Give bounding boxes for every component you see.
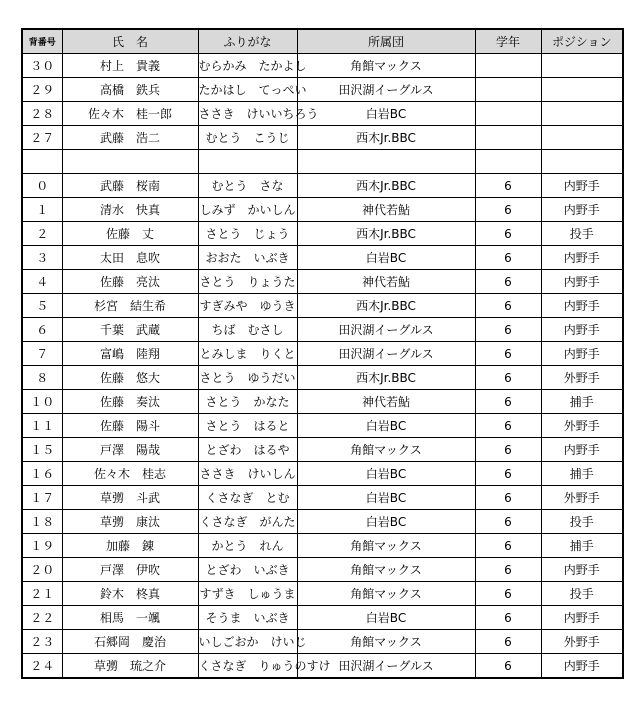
cell-number: ６ [22,318,62,342]
cell-number: １１ [22,414,62,438]
cell-number: ３ [22,246,62,270]
cell-name: 草彅 琉之介 [62,654,198,679]
cell-number: ２４ [22,654,62,679]
cell-name: 富嶋 陸翔 [62,342,198,366]
cell-kana: さとう はると [198,414,297,438]
cell-grade: 6 [475,654,541,679]
cell-number: ２３ [22,630,62,654]
player-row [22,342,623,366]
cell-team: 神代若鮎 [297,270,475,294]
cell-grade: 6 [475,510,541,534]
cell-position: 内野手 [541,606,623,630]
cell-kana: ささき けいいちろう [198,102,297,126]
cell-name: 武藤 桜南 [62,174,198,198]
player-row [22,294,623,318]
cell-team: 白岩BC [297,486,475,510]
cell-position [541,102,623,126]
header-team: 所属団 [297,29,475,54]
cell-team: 西木Jr.BBC [297,174,475,198]
cell-kana: くさなぎ りゅうのすけ [198,654,297,679]
cell-team: 神代若鮎 [297,390,475,414]
cell-number: ７ [22,342,62,366]
cell-position: 内野手 [541,318,623,342]
header-name: 氏 名 [62,29,198,54]
staff-row [22,126,623,150]
cell-kana: かとう れん [198,534,297,558]
staff-row [22,78,623,102]
cell-kana: さとう じょう [198,222,297,246]
cell-grade [475,126,541,150]
cell-number: １７ [22,486,62,510]
cell-team: 西木Jr.BBC [297,366,475,390]
cell-team: 角館マックス [297,534,475,558]
player-row [22,366,623,390]
cell-number: ２１ [22,582,62,606]
cell-grade: 6 [475,222,541,246]
cell-name: 杉宮 結生希 [62,294,198,318]
cell-grade: 6 [475,318,541,342]
cell-name: 戸澤 陽哉 [62,438,198,462]
cell-number: ３０ [22,54,62,78]
cell-position: 捕手 [541,534,623,558]
cell-kana: さとう りょうた [198,270,297,294]
cell-number: １８ [22,510,62,534]
cell-team: 西木Jr.BBC [297,126,475,150]
cell-number: ２７ [22,126,62,150]
blank-cell [297,150,475,174]
header-number: 背番号 [22,29,62,54]
cell-number: ０ [22,174,62,198]
cell-position: 内野手 [541,174,623,198]
cell-number: ５ [22,294,62,318]
cell-kana: そうま いぶき [198,606,297,630]
cell-grade: 6 [475,462,541,486]
cell-number: ４ [22,270,62,294]
blank-cell [475,150,541,174]
cell-kana: とざわ はるや [198,438,297,462]
cell-kana: むとう さな [198,174,297,198]
cell-name: 佐藤 亮汰 [62,270,198,294]
header-grade: 学年 [475,29,541,54]
cell-name: 石郷岡 慶治 [62,630,198,654]
player-row [22,270,623,294]
player-row [22,534,623,558]
cell-grade: 6 [475,174,541,198]
cell-name: 佐藤 悠大 [62,366,198,390]
cell-kana: とざわ いぶき [198,558,297,582]
player-row [22,582,623,606]
cell-grade: 6 [475,414,541,438]
player-row [22,462,623,486]
blank-cell [198,150,297,174]
cell-position: 内野手 [541,198,623,222]
player-row [22,630,623,654]
cell-position: 外野手 [541,414,623,438]
cell-position: 内野手 [541,438,623,462]
cell-name: 相馬 一颯 [62,606,198,630]
cell-name: 鈴木 柊真 [62,582,198,606]
player-row [22,558,623,582]
header-row [22,29,623,54]
cell-team: 白岩BC [297,462,475,486]
cell-grade [475,102,541,126]
cell-kana: すぎみや ゆうき [198,294,297,318]
cell-position: 内野手 [541,246,623,270]
cell-grade: 6 [475,630,541,654]
cell-kana: むらかみ たかよし [198,54,297,78]
cell-number: １５ [22,438,62,462]
cell-team: 田沢湖イーグルス [297,654,475,679]
cell-number: １ [22,198,62,222]
player-row [22,198,623,222]
cell-team: 白岩BC [297,246,475,270]
cell-number: ２２ [22,606,62,630]
cell-team: 角館マックス [297,582,475,606]
cell-name: 草彅 斗武 [62,486,198,510]
cell-name: 高橋 鉄兵 [62,78,198,102]
cell-name: 佐藤 奏汰 [62,390,198,414]
player-row [22,246,623,270]
cell-grade: 6 [475,366,541,390]
cell-grade: 6 [475,294,541,318]
staff-row [22,54,623,78]
cell-team: 田沢湖イーグルス [297,78,475,102]
cell-name: 佐々木 桂志 [62,462,198,486]
player-row [22,174,623,198]
player-row [22,438,623,462]
cell-name: 佐々木 桂一郎 [62,102,198,126]
cell-team: 角館マックス [297,54,475,78]
cell-name: 佐藤 陽斗 [62,414,198,438]
cell-kana: しみず かいしん [198,198,297,222]
player-row [22,510,623,534]
cell-name: 加藤 錬 [62,534,198,558]
cell-number: ２ [22,222,62,246]
header-position: ポジション [541,29,623,54]
cell-position: 外野手 [541,366,623,390]
cell-kana: いしごおか けいじ [198,630,297,654]
cell-position: 外野手 [541,630,623,654]
cell-number: ８ [22,366,62,390]
player-row [22,654,623,679]
cell-grade: 6 [475,558,541,582]
cell-team: 角館マックス [297,558,475,582]
cell-position [541,78,623,102]
separator-row [22,150,623,174]
cell-position: 外野手 [541,486,623,510]
player-row [22,606,623,630]
cell-position: 内野手 [541,342,623,366]
cell-grade: 6 [475,582,541,606]
cell-grade [475,78,541,102]
cell-name: 村上 貴義 [62,54,198,78]
cell-team: 白岩BC [297,102,475,126]
cell-kana: くさなぎ がんた [198,510,297,534]
cell-grade [475,54,541,78]
cell-team: 角館マックス [297,630,475,654]
cell-grade: 6 [475,270,541,294]
cell-kana: すずき しゅうま [198,582,297,606]
player-row [22,318,623,342]
cell-grade: 6 [475,438,541,462]
cell-kana: ちば むさし [198,318,297,342]
cell-team: 田沢湖イーグルス [297,342,475,366]
cell-grade: 6 [475,198,541,222]
cell-kana: むとう こうじ [198,126,297,150]
cell-number: ２８ [22,102,62,126]
player-row [22,222,623,246]
cell-position: 投手 [541,510,623,534]
cell-team: 西木Jr.BBC [297,294,475,318]
cell-name: 草彅 康汰 [62,510,198,534]
cell-team: 白岩BC [297,414,475,438]
cell-kana: とみしま りくと [198,342,297,366]
cell-grade: 6 [475,534,541,558]
cell-position: 投手 [541,222,623,246]
cell-position [541,126,623,150]
cell-kana: くさなぎ とむ [198,486,297,510]
cell-number: １６ [22,462,62,486]
cell-grade: 6 [475,390,541,414]
cell-number: ２９ [22,78,62,102]
cell-team: 西木Jr.BBC [297,222,475,246]
cell-number: １０ [22,390,62,414]
cell-number: １９ [22,534,62,558]
blank-cell [541,150,623,174]
cell-name: 千葉 武蔵 [62,318,198,342]
cell-position [541,54,623,78]
cell-name: 清水 快真 [62,198,198,222]
cell-grade: 6 [475,246,541,270]
cell-kana: おおた いぶき [198,246,297,270]
cell-name: 戸澤 伊吹 [62,558,198,582]
cell-position: 投手 [541,582,623,606]
cell-team: 白岩BC [297,606,475,630]
header-kana: ふりがな [198,29,297,54]
cell-name: 佐藤 丈 [62,222,198,246]
cell-team: 白岩BC [297,510,475,534]
cell-team: 角館マックス [297,438,475,462]
cell-position: 内野手 [541,654,623,679]
roster-header [22,29,623,54]
cell-kana: ささき けいしん [198,462,297,486]
cell-team: 田沢湖イーグルス [297,318,475,342]
cell-kana: さとう かなた [198,390,297,414]
cell-position: 内野手 [541,558,623,582]
player-row [22,390,623,414]
blank-cell [62,150,198,174]
cell-kana: さとう ゆうだい [198,366,297,390]
cell-position: 捕手 [541,462,623,486]
player-row [22,414,623,438]
cell-name: 太田 息吹 [62,246,198,270]
roster-body [22,54,623,679]
blank-cell [22,150,62,174]
cell-position: 内野手 [541,270,623,294]
cell-kana: たかはし てっぺい [198,78,297,102]
cell-position: 捕手 [541,390,623,414]
cell-team: 神代若鮎 [297,198,475,222]
cell-grade: 6 [475,606,541,630]
player-row [22,486,623,510]
cell-grade: 6 [475,486,541,510]
roster-table [21,28,624,679]
cell-grade: 6 [475,342,541,366]
staff-row [22,102,623,126]
cell-position: 内野手 [541,294,623,318]
cell-name: 武藤 浩二 [62,126,198,150]
cell-number: ２０ [22,558,62,582]
